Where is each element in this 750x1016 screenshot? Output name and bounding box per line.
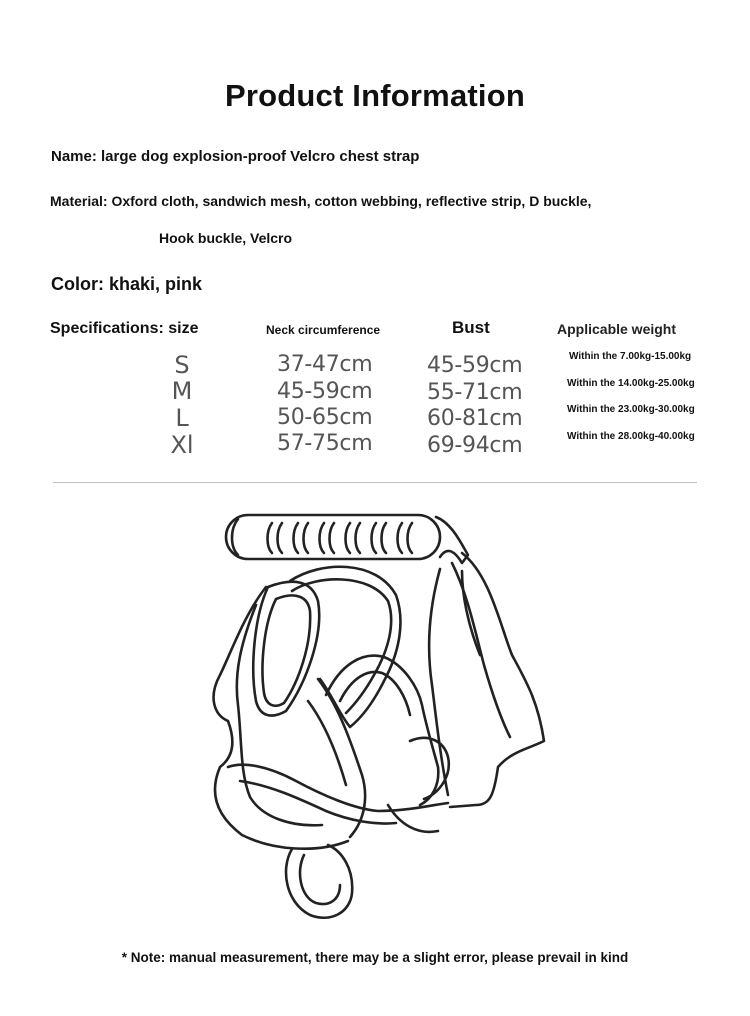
header-bust: Bust (452, 318, 490, 337)
neck-cell: 45-59cm (277, 379, 373, 404)
bust-cell: 55-71cm (427, 380, 523, 405)
header-neck: Neck circumference (266, 323, 381, 337)
harness-illustration (200, 505, 560, 925)
size-cell: S (174, 351, 190, 379)
neck-cell: 37-47cm (277, 352, 373, 377)
divider (53, 482, 697, 483)
weight-cell: Within the 23.00kg-30.00kg (567, 404, 695, 415)
size-cell: M (171, 377, 193, 405)
bust-cell: 69-94cm (427, 433, 523, 458)
note-text: * Note: manual measurement, there may be a slight error, please prevail in kind (121, 950, 629, 965)
size-cell: L (175, 404, 189, 432)
neck-cell: 50-65cm (277, 405, 373, 430)
weight-cell: Within the 7.00kg-15.00kg (569, 351, 692, 362)
page-title: Product Information (224, 78, 525, 113)
product-name: Name: large dog explosion-proof Velcro chest strap (51, 148, 420, 165)
bust-cell: 45-59cm (427, 353, 523, 378)
color-line: Color: khaki, pink (51, 274, 203, 294)
bust-cell: 60-81cm (427, 406, 523, 431)
material-line-2: Hook buckle, Velcro (159, 230, 293, 246)
size-cell: Xl (170, 431, 194, 459)
weight-cell: Within the 28.00kg-40.00kg (567, 431, 695, 442)
spec-label: Specifications: size (50, 320, 199, 337)
weight-cell: Within the 14.00kg-25.00kg (567, 378, 695, 389)
neck-cell: 57-75cm (277, 431, 373, 456)
header-weight: Applicable weight (557, 321, 677, 337)
material-line-1: Material: Oxford cloth, sandwich mesh, cotton webbing, reflective strip, D buckle, (50, 193, 592, 209)
